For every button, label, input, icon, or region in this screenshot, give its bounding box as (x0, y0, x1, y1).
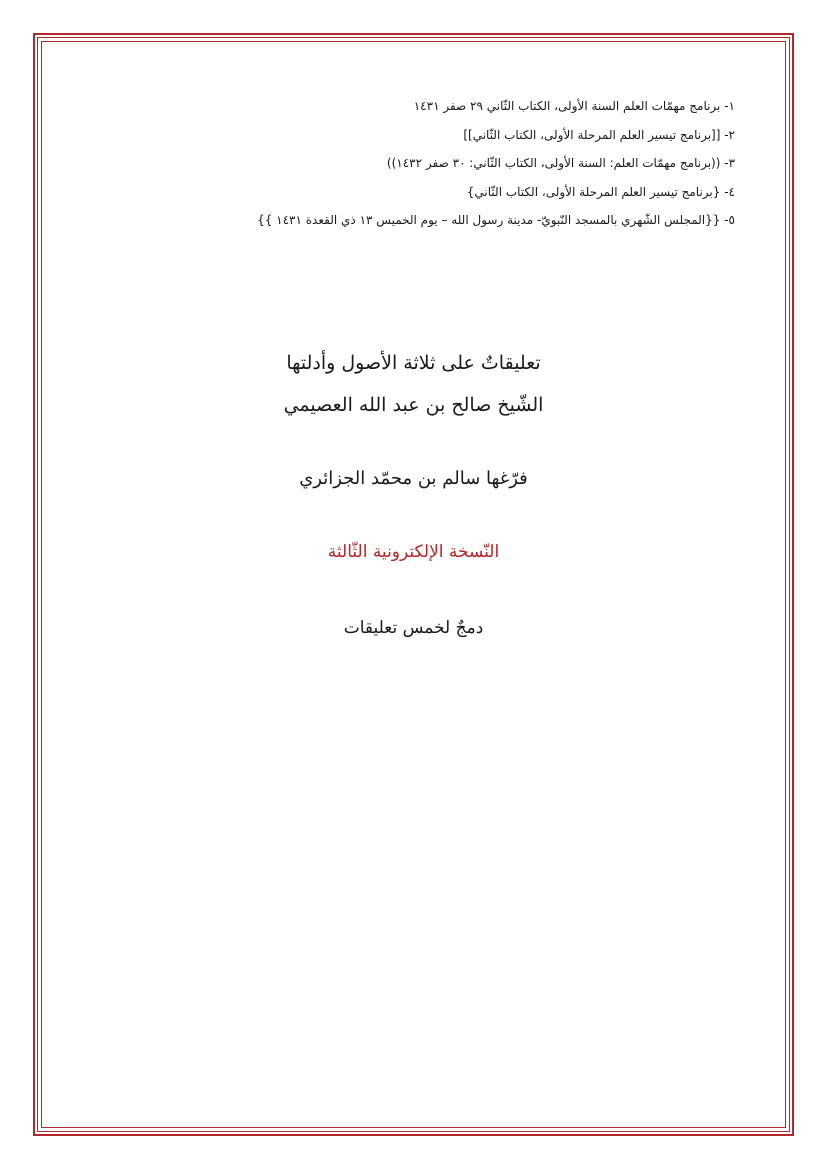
sources-list (135, 92, 735, 235)
transcriber-line: فرّغها سالم بن محمّد الجزائري (299, 468, 528, 489)
merge-note: دمجٌ لخمس تعليقات (343, 618, 484, 638)
source-item-5: ٥- {{المجلس الشّهري بالمسجد النّبويّ- مدينة رسول الله – يوم الخميس ١٣ ذي القعدة ١٤٣١ }} (257, 213, 735, 227)
source-item-2: ٢- [[برنامج تيسير العلم المرحلة الأولى، الكتاب الثّاني]] (463, 127, 735, 142)
source-item-1: ١- برنامج مهمّات العلم السنة الأولى، الكتاب الثّاني ٢٩ صفر ١٤٣١ (413, 99, 735, 113)
source-item-3: ٣- ((برنامج مهمّات العلم: السنة الأولى، الكتاب الثّاني: ٣٠ صفر ١٤٣٢)) (386, 156, 735, 170)
source-item-4: ٤- {برنامج تيسير العلم المرحلة الأولى، الكتاب الثّاني} (466, 184, 735, 199)
author-line: الشّيخ صالح بن عبد الله العصيمي (283, 394, 544, 416)
document-title: تعليقاتٌ على ثلاثة الأصول وأدلتها (286, 352, 541, 374)
edition-line: النّسخة الإلكترونية الثّالثة (327, 542, 500, 562)
